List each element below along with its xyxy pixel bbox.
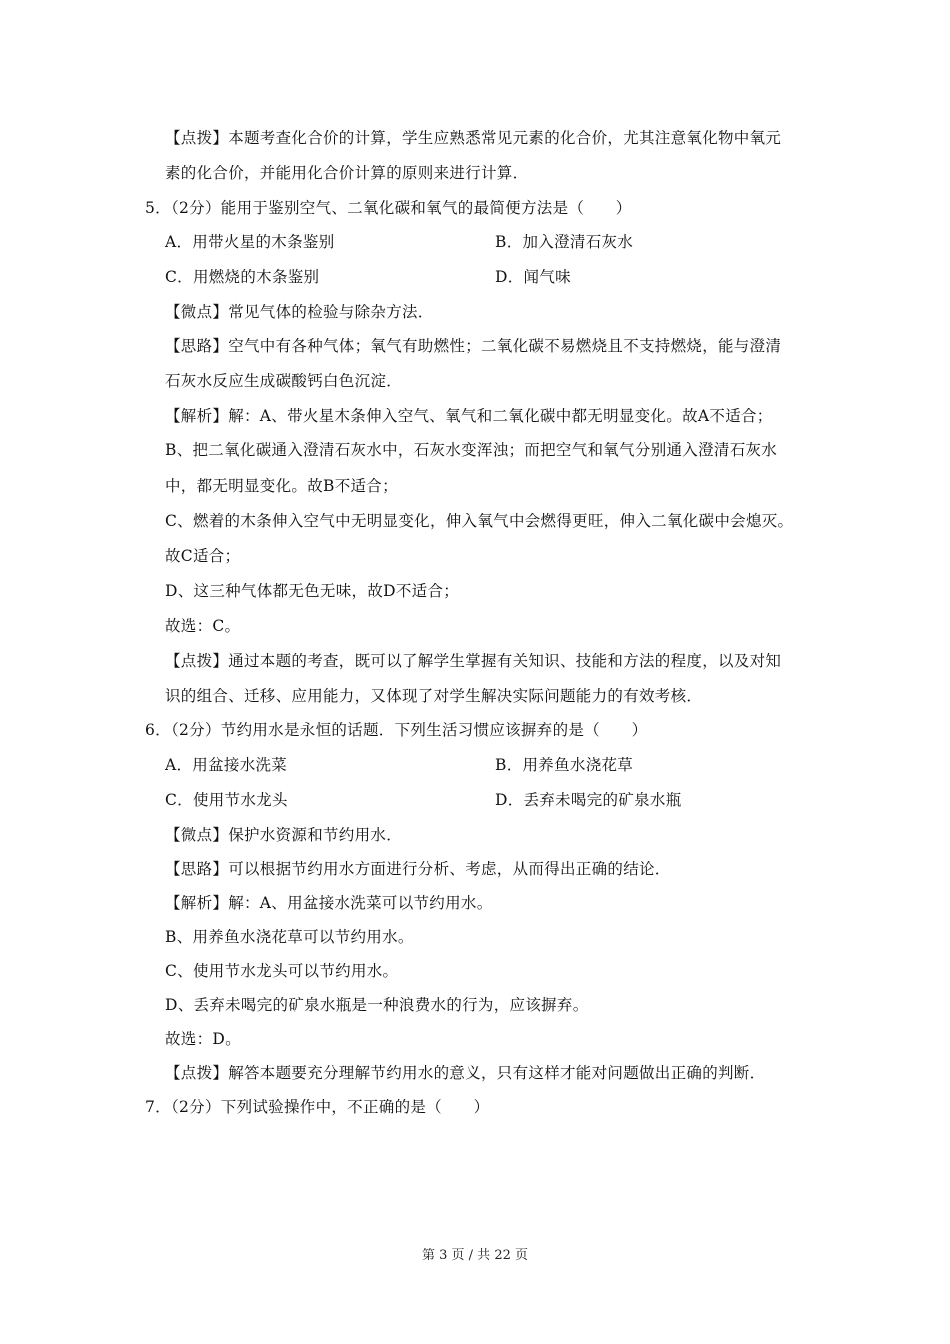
page-number-footer: 第 3 页 / 共 22 页 [422, 1248, 528, 1263]
tip-line-2: 素的化合价，并能用化合价计算的原则来进行计算． [165, 164, 529, 182]
q5-analysis-line-1: 【解析】解：A、带火星木条伸入空气、氧气和二氧化碳中都无明显变化。故A不适合； [165, 407, 773, 425]
q5-option-c: C．用燃烧的木条鉴别 [165, 268, 320, 286]
q5-answer: 故选：C。 [165, 617, 241, 635]
q5-thinking-line-1: 【思路】空气中有各种气体；氧气有助燃性；二氧化碳不易燃烧且不支持燃烧，能与澄清 [165, 337, 782, 355]
q5-option-d: D．闻气味 [495, 268, 571, 286]
q5-tip-line-2: 识的组合、迁移、应用能力，又体现了对学生解决实际问题能力的有效考核． [165, 687, 703, 705]
q5-analysis-line-6: D、这三种气体都无色无味，故D不适合； [165, 582, 460, 600]
q6-option-d: D．丢弃未喝完的矿泉水瓶 [495, 791, 682, 809]
q5-point: 【微点】常见气体的检验与除杂方法． [165, 303, 434, 321]
q6-tip: 【点拨】解答本题要充分理解节约用水的意义，只有这样才能对问题做出正确的判断． [165, 1064, 766, 1082]
q6-analysis-line-4: D、丢弃未喝完的矿泉水瓶是一种浪费水的行为，应该摒弃。 [165, 996, 589, 1014]
q5-analysis-line-3: 中，都无明显变化。故B不适合； [165, 477, 398, 495]
q6-point: 【微点】保护水资源和节约用水． [165, 826, 403, 844]
question-6-stem: 6．（2分）节约用水是永恒的话题．下列生活习惯应该摒弃的是（ ） [145, 721, 648, 739]
q5-tip-line-1: 【点拨】通过本题的考查，既可以了解学生掌握有关知识、技能和方法的程度，以及对知 [165, 652, 782, 670]
q6-answer: 故选：D。 [165, 1030, 241, 1048]
q5-option-a: A．用带火星的木条鉴别 [165, 233, 335, 251]
q6-analysis-line-3: C、使用节水龙头可以节约用水。 [165, 962, 399, 980]
q6-analysis-line-2: B、用养鱼水浇花草可以节约用水。 [165, 928, 414, 946]
q6-thinking: 【思路】可以根据节约用水方面进行分析、考虑，从而得出正确的结论． [165, 860, 671, 878]
q5-option-b: B．加入澄清石灰水 [495, 233, 634, 251]
q6-option-b: B．用养鱼水浇花草 [495, 756, 634, 774]
tip-line-1: 【点拨】本题考查化合价的计算，学生应熟悉常见元素的化合价，尤其注意氧化物中氧元 [165, 129, 782, 147]
q6-analysis-line-1: 【解析】解：A、用盆接水洗菜可以节约用水。 [165, 894, 493, 912]
q5-analysis-line-5: 故C适合； [165, 547, 241, 565]
q5-thinking-line-2: 石灰水反应生成碳酸钙白色沉淀． [165, 372, 403, 390]
question-5-stem: 5．（2分）能用于鉴别空气、二氧化碳和氧气的最简便方法是（ ） [145, 199, 632, 217]
q6-option-c: C．使用节水龙头 [165, 791, 288, 809]
q5-analysis-line-2: B、把二氧化碳通入澄清石灰水中，石灰水变浑浊；而把空气和氧气分别通入澄清石灰水 [165, 441, 778, 459]
q6-option-a: A．用盆接水洗菜 [165, 756, 288, 774]
question-7-stem: 7．（2分）下列试验操作中，不正确的是（ ） [145, 1098, 490, 1116]
q5-analysis-line-4: C、燃着的木条伸入空气中无明显变化，伸入氧气中会燃得更旺，伸入二氧化碳中会熄灭。 [165, 512, 794, 530]
